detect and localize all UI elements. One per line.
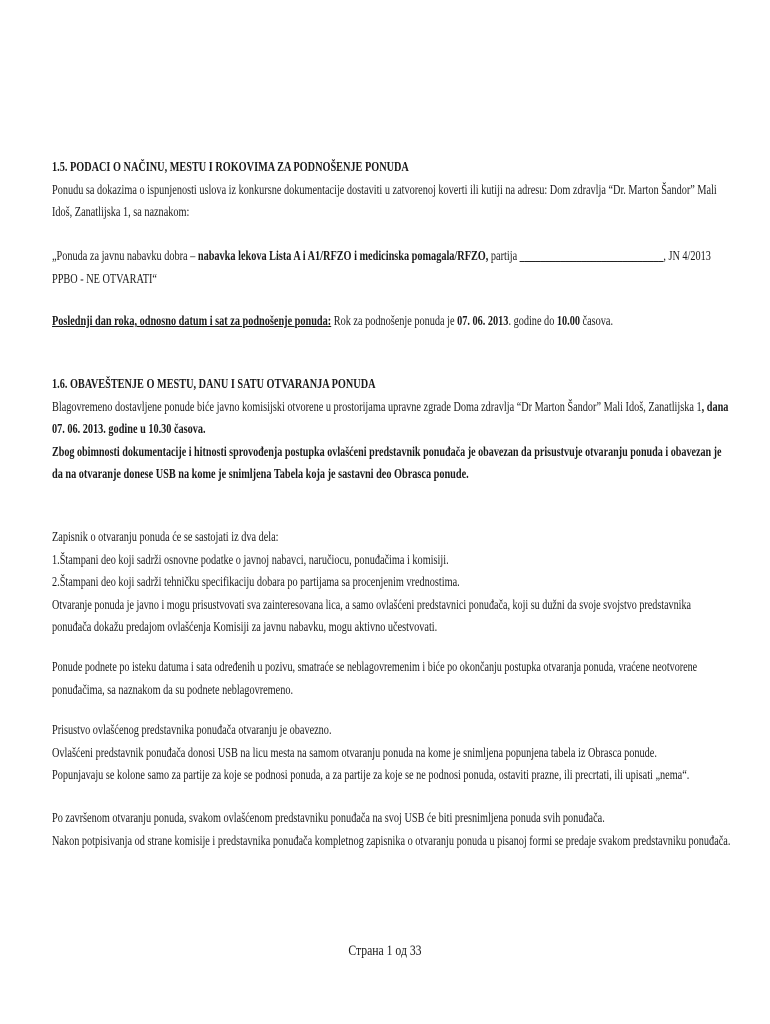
mandatory-attendance-line-1: Zbog obimnosti dokumentacije i hitnosti sprovođenja postupka ovlašćeni predstavnik ponuđača je obavezan da prisustvuje otvaranju ponuda i obavezan je [52, 443, 722, 459]
envelope-partija: partija [490, 248, 518, 263]
presence-line-1: Prisustvo ovlašćenog predstavnika ponuđača otvaranju je obavezno. [52, 722, 332, 737]
section-1-6-heading: 1.6. OBAVEŠTENJE O MESTU, DANU I SATU OTVARANJA PONUDA [52, 376, 376, 391]
opening-text: Blagovremeno dostavljene ponude biće javno komisijski otvorene u prostorijama upravne zgrade Doma zdravlja “Dr Marton Šandor” Mali Idoš, Zanatlijska 1 [52, 398, 702, 414]
late-offers-line-1: Ponude podnete po isteku datuma i sata određenih u pozivu, smatraće se neblagovremenim i biće po okončanju postupka otvaranja ponuda, vraćene neotvorene [52, 659, 698, 674]
section-1-5 [52, 156, 732, 224]
opening-date-time: 07. 06. 2013. godine u 10.30 časova. [52, 421, 206, 436]
envelope-label [52, 245, 732, 290]
minutes-line-5: ponuđača dokažu predajom ovlašćenja Komisiji za javnu nabavku, mogu aktivno učestvovati. [52, 619, 438, 634]
late-offers-line-2: ponuđačima, sa naznakom da su podnete neblagovremeno. [52, 681, 294, 697]
mandatory-attendance-line-2: da na otvaranje donese USB na kome je snimljena Tabela koja je sastavni deo Obrasca ponude. [52, 466, 469, 481]
page-number: Страна 1 од 33 [348, 943, 422, 959]
deadline-end: časova. [582, 313, 614, 328]
envelope-quote-open: „Ponuda za javnu nabavku dobra – [52, 248, 196, 263]
minutes-line-1: Zapisnik o otvaranju ponuda će se sastojati iz dva dela: [52, 529, 279, 544]
closing-paragraph [52, 807, 732, 852]
deadline-time: 10.00 [556, 313, 580, 328]
delivery-text-line-2: Idoš, Zanatlijska 1, sa naznakom: [52, 204, 190, 219]
late-offers-paragraph [52, 656, 732, 701]
page-footer [0, 941, 770, 961]
opening-line-1 [52, 396, 729, 419]
opening-dana: , dana [701, 398, 729, 414]
deadline-date: 07. 06. 2013 [457, 313, 509, 328]
presence-line-3: Popunjavaju se kolone samo za partije za koje se podnosi ponuda, a za partije za koje se ne podnosi ponuda, ostaviti prazne, ili precrtati, ili upisati „nema“. [52, 767, 690, 782]
envelope-subject: nabavka lekova Lista A i A1/RFZO i medicinska pomagala/RFZO, [197, 248, 489, 263]
deadline-paragraph [52, 310, 732, 333]
closing-line-2: Nakon potpisivanja od strane komisije i predstavnika ponuđača kompletnog zapisnika o otvaranju ponuda u pisanoj formi se predaje svakom predstavniku ponuđača. [52, 832, 731, 848]
envelope-label-line-1 [52, 245, 711, 268]
minutes-line-3: 2.Štampani deo koji sadrži tehničku specifikaciju dobara po partijama sa procenjenim vrednostima. [52, 574, 460, 589]
delivery-text-line-1: Ponudu sa dokazima o ispunjenosti uslova iz konkursne dokumentacije dostaviti u zatvorenoj koverti ili kutiji na adresu: Dom zdravlja “Dr. Marton Šandor” Mali [52, 181, 717, 197]
envelope-jn-number: , JN 4/2013 [663, 248, 711, 263]
closing-line-1: Po završenom otvaranju ponuda, svakom ovlašćenom predstavniku ponuđača na svoj USB će biti presnimljena ponuda svih ponuđača. [52, 810, 605, 825]
deadline-mid: . godine do [508, 313, 555, 328]
envelope-partija-blank: ____________________________ [519, 248, 664, 263]
minutes-line-4: Otvaranje ponuda je javno i mogu prisustvovati sva zainteresovana lica, a samo ovlašćeni predstavnici ponuđača, koji su dužni da svoje svojstvo predstavnika [52, 596, 692, 612]
deadline-line [52, 310, 614, 333]
minutes-paragraph [52, 526, 732, 639]
deadline-text: Rok za podnošenje ponuda je [333, 313, 455, 328]
envelope-label-line-2: PPBO - NE OTVARATI“ [52, 270, 157, 286]
presence-line-2: Ovlašćeni predstavnik ponuđača donosi USB na licu mesta na samom otvaranju ponuda na kome je snimljena popunjena tabela iz Obrasca ponude. [52, 744, 657, 760]
section-1-6 [52, 373, 732, 486]
section-1-5-heading: 1.5. PODACI O NAČINU, MESTU I ROKOVIMA ZA PODNOŠENJE PONUDA [52, 159, 409, 174]
minutes-line-2: 1.Štampani deo koji sadrži osnovne podatke o javnoj nabavci, naručiocu, ponuđačima i komisiji. [52, 551, 449, 567]
presence-paragraph [52, 719, 732, 787]
deadline-label: Poslednji dan roka, odnosno datum i sat za podnošenje ponuda: [52, 313, 332, 328]
